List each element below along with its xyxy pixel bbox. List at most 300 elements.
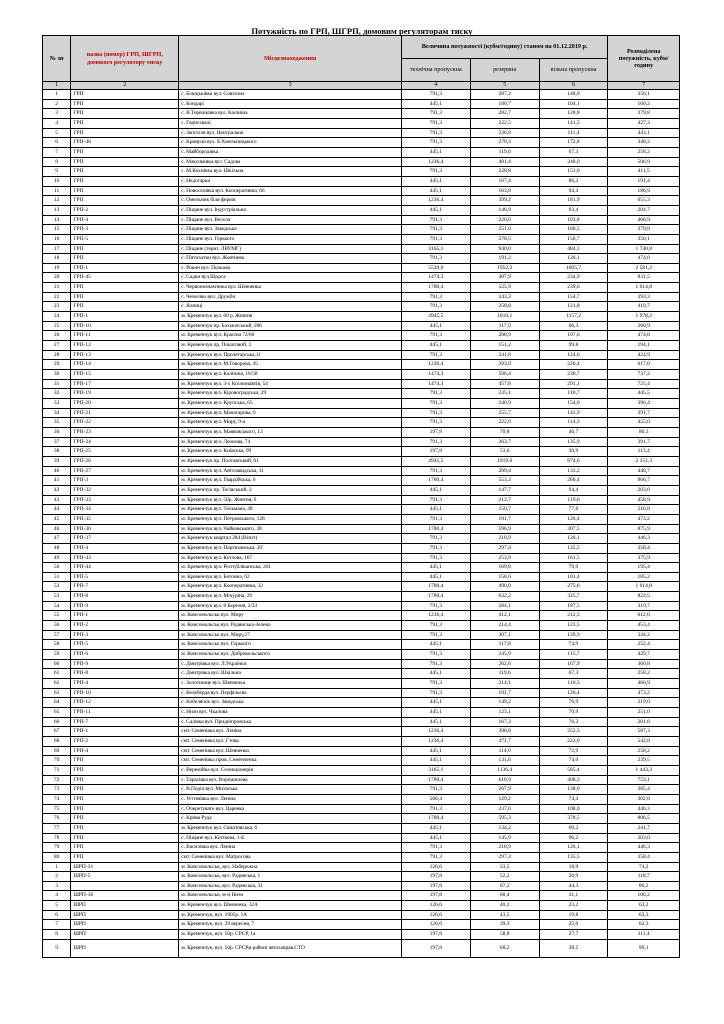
row-number: 6 (43, 910, 71, 920)
distributed-capacity: 258,2 (608, 746, 680, 756)
distributed-capacity: 391,7 (608, 437, 680, 447)
technical-capacity: 445,1 (401, 698, 470, 708)
free-capacity: 72,9 (539, 746, 608, 756)
distributed-capacity: 410,7 (608, 302, 680, 312)
technical-capacity: 197,8 (401, 427, 470, 437)
free-capacity: 408,3 (539, 775, 608, 785)
station-location: смт. Семенівка вул. Матросова (179, 852, 402, 862)
row-number: 53 (43, 592, 71, 602)
row-number: 59 (43, 650, 71, 660)
station-name: ГРП-19 (71, 389, 179, 399)
reserve-capacity: 119,6 (470, 669, 539, 679)
reserve-capacity: 145,9 (470, 833, 539, 843)
reserve-capacity: 595,3 (470, 814, 539, 824)
free-capacity: 1005,7 (539, 263, 608, 273)
row-number: 22 (43, 292, 71, 302)
reserve-capacity: 1919,6 (470, 456, 539, 466)
distributed-capacity: 241,7 (608, 823, 680, 833)
distributed-capacity: 655,3 (608, 196, 680, 206)
station-location: с. Золотнище вул. Шевченка (179, 679, 402, 689)
row-number: 3 (43, 109, 71, 119)
reserve-capacity: 134,2 (470, 823, 539, 833)
station-name: ГРП-43 (71, 553, 179, 563)
table-row (43, 399, 680, 409)
technical-capacity: 445,1 (401, 147, 470, 157)
reserve-capacity: 163,8 (470, 186, 539, 196)
station-name: ШРП (71, 939, 179, 957)
header-technical: технічна пропускна (401, 59, 470, 82)
station-name: ГРП (71, 756, 179, 766)
document-title: Потужність по ГРП, ШГРП, домовим регуляторам тиску (251, 26, 473, 36)
technical-capacity: 791,3 (401, 399, 470, 409)
station-location: с. П'ятихатки вул. Жовтнева (179, 254, 402, 264)
station-name: ГРП-8 (71, 592, 179, 602)
station-location: с. Горисхвалі (179, 118, 402, 128)
technical-capacity: 791,3 (401, 785, 470, 795)
reserve-capacity: 237,0 (470, 804, 539, 814)
column-number: 1 (43, 82, 71, 90)
free-capacity: 128,8 (539, 109, 608, 119)
row-number: 30 (43, 370, 71, 380)
distributed-capacity: 360,8 (608, 659, 680, 669)
row-number: 63 (43, 688, 71, 698)
row-number: 4 (43, 891, 71, 901)
free-capacity: 101,4 (539, 572, 608, 582)
reserve-capacity: 212,7 (470, 495, 539, 505)
table-row (43, 331, 680, 341)
reserve-capacity: 240,9 (470, 399, 539, 409)
table-row (43, 147, 680, 157)
free-capacity: 70,9 (539, 708, 608, 718)
row-number: 18 (43, 254, 71, 264)
free-capacity: 74,0 (539, 756, 608, 766)
station-name: ГРП (71, 128, 179, 138)
table-row (43, 118, 680, 128)
row-number: 35 (43, 418, 71, 428)
station-name: ГРП (71, 292, 179, 302)
table-row (43, 650, 680, 660)
reserve-capacity: 228,8 (470, 167, 539, 177)
distributed-capacity: 466,9 (608, 215, 680, 225)
technical-capacity: 791,3 (401, 215, 470, 225)
reserve-capacity: 284,1 (470, 601, 539, 611)
station-location: м. Кременчук вул. Тельмана, 48 (179, 505, 402, 515)
station-name: ГРП-4 (71, 746, 179, 756)
row-number: 80 (43, 852, 71, 862)
station-location: с. В.Поділ вул. Михаська (179, 785, 402, 795)
technical-capacity: 791,3 (401, 234, 470, 244)
free-capacity: 44,3 (539, 881, 608, 891)
distributed-capacity: 396,4 (608, 399, 680, 409)
station-location: с. Омельник біля ферми (179, 196, 402, 206)
free-capacity: 67,3 (539, 669, 608, 679)
table-row (43, 891, 680, 901)
free-capacity: 96,2 (539, 833, 608, 843)
station-location: м. Кременчук вул. Партизанська, 20 (179, 543, 402, 553)
station-location: м. Кременчук пр. Тесівський, 2 (179, 485, 402, 495)
distributed-capacity: 737,2 (608, 370, 680, 380)
reserve-capacity: 60,2 (470, 939, 539, 957)
table-row (43, 601, 680, 611)
technical-capacity: 197,8 (401, 930, 470, 940)
reserve-capacity: 67,2 (470, 881, 539, 891)
free-capacity: 230,7 (539, 370, 608, 380)
distributed-capacity: 822,5 (608, 592, 680, 602)
table-row (43, 514, 680, 524)
technical-capacity: 1474,3 (401, 370, 470, 380)
station-name: ГРП-7 (71, 582, 179, 592)
reserve-capacity: 262,6 (470, 659, 539, 669)
column-number: 7 (608, 82, 680, 90)
station-location: м. Кременчук вул. Свіштовська, 6 (179, 823, 402, 833)
free-capacity: 1157,2 (539, 312, 608, 322)
table-row (43, 524, 680, 534)
reserve-capacity: 70,8 (470, 427, 539, 437)
station-name: ГРП-3 (71, 476, 179, 486)
station-name: ГРП (71, 794, 179, 804)
row-number: 32 (43, 389, 71, 399)
distributed-capacity: 474,0 (608, 254, 680, 264)
reserve-capacity: 940,0 (470, 244, 539, 254)
distributed-capacity: 424,9 (608, 350, 680, 360)
distributed-capacity: 1 740,8 (608, 244, 680, 254)
station-name: ГРП-1 (71, 727, 179, 737)
reserve-capacity: 263,7 (470, 437, 539, 447)
row-number: 44 (43, 505, 71, 515)
station-location: с. Новоселівка вул. Кооперативна, 66 (179, 186, 402, 196)
reserve-capacity: 258,8 (470, 302, 539, 312)
distributed-capacity: 966,7 (608, 476, 680, 486)
technical-capacity: 126,6 (401, 901, 470, 911)
row-number: 61 (43, 669, 71, 679)
free-capacity: 30,9 (539, 447, 608, 457)
station-location: м. Кременчук вул. Бетонна, 62 (179, 572, 402, 582)
free-capacity: 114,3 (539, 418, 608, 428)
station-name: ГРП (71, 852, 179, 862)
station-name: ГРП-2 (71, 736, 179, 746)
station-location: м. Кременчук вул. 8 Березня, 2/33 (179, 601, 402, 611)
reserve-capacity: 297,4 (470, 852, 539, 862)
station-location: м. Кременчук вул. Манагарова, 9 (179, 408, 402, 418)
station-name: ГРП-45 (71, 273, 179, 283)
reserve-capacity: 119,6 (470, 147, 539, 157)
technical-capacity: 1780,4 (401, 283, 470, 293)
free-capacity: 161,5 (539, 553, 608, 563)
reserve-capacity: 481,4 (470, 157, 539, 167)
distributed-capacity: 201,6 (608, 717, 680, 727)
table-row (43, 408, 680, 418)
station-name: ШРП-5 (71, 872, 179, 882)
row-number: 52 (43, 582, 71, 592)
station-location: м. Кременчук квартал 284 (Візит) (179, 534, 402, 544)
free-capacity: 99,8 (539, 341, 608, 351)
technical-capacity: 445,1 (401, 205, 470, 215)
distributed-capacity: 446,3 (608, 804, 680, 814)
row-number: 28 (43, 350, 71, 360)
station-location: м. Кременчук вул. Чайковського, 38 (179, 524, 402, 534)
reserve-capacity: 58,8 (470, 930, 539, 940)
technical-capacity: 445,1 (401, 746, 470, 756)
distributed-capacity: 251,0 (608, 708, 680, 718)
distributed-capacity: 1 978,2 (608, 312, 680, 322)
row-number: 37 (43, 437, 71, 447)
table-row (43, 756, 680, 766)
station-location: с. Недогарки (179, 176, 402, 186)
reserve-capacity: 525,9 (470, 283, 539, 293)
distributed-capacity: 1 443,3 (608, 765, 680, 775)
row-number: 33 (43, 399, 71, 409)
reserve-capacity: 245,9 (470, 650, 539, 660)
table-row (43, 563, 680, 573)
distributed-capacity: 753,1 (608, 775, 680, 785)
reserve-capacity: 222,5 (470, 118, 539, 128)
distributed-capacity: 458,9 (608, 495, 680, 505)
reserve-capacity: 297,4 (470, 543, 539, 553)
free-capacity: 126,1 (539, 843, 608, 853)
row-number: 24 (43, 312, 71, 322)
station-location: м. Кременчук вул. Миру, 9-а (179, 418, 402, 428)
station-location: м. Кременчук, вул. 29 вересня, 7 (179, 920, 402, 930)
free-capacity: 126,1 (539, 254, 608, 264)
free-capacity: 46,7 (539, 427, 608, 437)
reserve-capacity: 255,7 (470, 408, 539, 418)
free-capacity: 115,7 (539, 650, 608, 660)
station-name: ГРП-7 (71, 717, 179, 727)
free-capacity: 111,4 (539, 128, 608, 138)
table-row (43, 814, 680, 824)
station-name: ГРП (71, 196, 179, 206)
reserve-capacity: 251,0 (470, 225, 539, 235)
technical-capacity: 791,3 (401, 437, 470, 447)
table-row (43, 99, 680, 109)
technical-capacity: 791,3 (401, 128, 470, 138)
free-capacity: 484,3 (539, 244, 608, 254)
table-row (43, 881, 680, 891)
station-name: ШРП (71, 910, 179, 920)
technical-capacity: 1780,4 (401, 814, 470, 824)
distributed-capacity: 239,5 (608, 756, 680, 766)
row-number: 60 (43, 659, 71, 669)
free-capacity: 38,5 (539, 939, 608, 957)
distributed-capacity: 474,8 (608, 331, 680, 341)
table-row (43, 283, 680, 293)
distributed-capacity: 348,2 (608, 138, 680, 148)
station-name: ГРП-4 (71, 215, 179, 225)
reserve-capacity: 236,8 (470, 128, 539, 138)
reserve-capacity: 218,9 (470, 534, 539, 544)
table-row (43, 708, 680, 718)
station-name: ГРП-33 (71, 495, 179, 505)
station-location: с. Низи вул. Чкалова (179, 708, 402, 718)
station-name: ГРП-12 (71, 698, 179, 708)
row-number: 74 (43, 794, 71, 804)
table-row (43, 186, 680, 196)
station-location: м. Кременчук вул. Калініна, 16/58 (179, 370, 402, 380)
station-location: м. Кременчук вул. М.Говорова, 45 (179, 360, 402, 370)
table-row (43, 456, 680, 466)
technical-capacity: 1780,4 (401, 582, 470, 592)
table-row (43, 669, 680, 679)
table-row (43, 910, 680, 920)
distributed-capacity: 260,9 (608, 321, 680, 331)
table-row (43, 418, 680, 428)
table-row (43, 196, 680, 206)
table-row (43, 447, 680, 457)
row-number: 27 (43, 341, 71, 351)
distributed-capacity: 111,4 (608, 930, 680, 940)
column-number: 5 (470, 82, 539, 90)
table-row (43, 167, 680, 177)
free-capacity: 275,6 (539, 582, 608, 592)
free-capacity: 121,8 (539, 302, 608, 312)
row-number: 43 (43, 495, 71, 505)
free-capacity: 69,2 (539, 823, 608, 833)
station-location: м. Комсомольськ, вул. Радянська, 31 (179, 881, 402, 891)
technical-capacity: 445,1 (401, 341, 470, 351)
free-capacity: 66,3 (539, 321, 608, 331)
header-distributed: Розподілена потужність, кубм/годину (608, 36, 680, 82)
station-name: ГРП-27 (71, 466, 179, 476)
station-name: ГРП-15 (71, 370, 179, 380)
free-capacity: 126,4 (539, 514, 608, 524)
technical-capacity: 126,6 (401, 920, 470, 930)
technical-capacity: 791,3 (401, 688, 470, 698)
table-row (43, 321, 680, 331)
distributed-capacity: 379,8 (608, 109, 680, 119)
reserve-capacity: 214,4 (470, 621, 539, 631)
table-row (43, 466, 680, 476)
station-location: смт. Семенівка вул. Шевченка (179, 746, 402, 756)
table-row (43, 128, 680, 138)
station-location: м. Кременчук вул. Гвардійська, 6 (179, 476, 402, 486)
station-location: м. Комсомольськ, вул. Радянська, 1 (179, 872, 402, 882)
station-name: ГРП-20 (71, 399, 179, 409)
technical-capacity: 1236,4 (401, 736, 470, 746)
station-name: ГРП-25 (71, 447, 179, 457)
header-location: Місцезнаходження (179, 36, 402, 82)
table-row (43, 872, 680, 882)
column-number: 4 (401, 82, 470, 90)
distributed-capacity: 617,0 (608, 360, 680, 370)
technical-capacity: 791,3 (401, 621, 470, 631)
table-row (43, 920, 680, 930)
reserve-capacity: 214,1 (470, 679, 539, 689)
free-capacity: 138,0 (539, 785, 608, 795)
table-row (43, 823, 680, 833)
station-location: смт. Семенівка пров. Семенченка (179, 756, 402, 766)
table-row (43, 679, 680, 689)
free-capacity: 154,0 (539, 399, 608, 409)
technical-capacity: 445,1 (401, 186, 470, 196)
table-row (43, 312, 680, 322)
reserve-capacity: 287,2 (470, 90, 539, 100)
station-name: ГРП-9 (71, 659, 179, 669)
row-number: 39 (43, 456, 71, 466)
station-location: м. Кременчук вул. Кооперативна, 32 (179, 582, 402, 592)
reserve-capacity: 396,8 (470, 727, 539, 737)
table-row (43, 254, 680, 264)
station-name: ГРП-2 (71, 621, 179, 631)
row-number: 12 (43, 196, 71, 206)
station-location: м. Кременчук вул. Крупська, 65 (179, 399, 402, 409)
station-name: ГРП (71, 804, 179, 814)
technical-capacity: 791,3 (401, 495, 470, 505)
row-number: 1 (43, 90, 71, 100)
technical-capacity: 1236,4 (401, 727, 470, 737)
row-number: 50 (43, 563, 71, 573)
distributed-capacity: 80,3 (608, 427, 680, 437)
free-capacity: 74,9 (539, 640, 608, 650)
station-location: м. Комсомольськ, м-н Низи (179, 891, 402, 901)
distributed-capacity: 831,5 (608, 273, 680, 283)
station-location: м. Кременчук, вул. 50р. СРСР,в районі автозаправ.СТО (179, 939, 402, 957)
table-row (43, 379, 680, 389)
distributed-capacity: 113,4 (608, 447, 680, 457)
header-reserve: резервна (470, 59, 539, 82)
free-capacity: 226,4 (539, 360, 608, 370)
row-number: 17 (43, 244, 71, 254)
station-location: м. Кременчук вул. Шевченка, 32А (179, 901, 402, 911)
technical-capacity: 791,3 (401, 543, 470, 553)
column-number: 2 (71, 82, 179, 90)
technical-capacity: 445,1 (401, 669, 470, 679)
free-capacity: 18,9 (539, 862, 608, 872)
station-location: с. Максимівка вул. Садова (179, 157, 402, 167)
station-location: м. Кременчук вул. Красіна 72/60 (179, 331, 402, 341)
table-row (43, 727, 680, 737)
station-location: с. Кривуші вул. Б.Хмельницького (179, 138, 402, 148)
row-number: 11 (43, 186, 71, 196)
station-name: ГРП-22 (71, 418, 179, 428)
station-location: с. Ялинці (179, 302, 402, 312)
station-name: ГРП-44 (71, 563, 179, 573)
free-capacity: 135,5 (539, 852, 608, 862)
reserve-capacity: 52,2 (470, 872, 539, 882)
technical-capacity: 3165,1 (401, 765, 470, 775)
station-name: ГРП (71, 186, 179, 196)
station-name: ГРП-37 (71, 534, 179, 544)
distributed-capacity: 385,4 (608, 785, 680, 795)
technical-capacity: 197,8 (401, 891, 470, 901)
station-name: ГРП-12 (71, 341, 179, 351)
distributed-capacity: 448,7 (608, 466, 680, 476)
distributed-capacity: 106,2 (608, 891, 680, 901)
reserve-capacity: 553,3 (470, 476, 539, 486)
technical-capacity: 126,6 (401, 862, 470, 872)
distributed-capacity: 195,4 (608, 563, 680, 573)
table-header (43, 36, 680, 82)
reserve-capacity: 114,0 (470, 746, 539, 756)
row-number: 73 (43, 785, 71, 795)
technical-capacity: 126,6 (401, 910, 470, 920)
distributed-capacity: 252,4 (608, 640, 680, 650)
technical-capacity: 445,1 (401, 485, 470, 495)
reserve-capacity: 167,4 (470, 176, 539, 186)
row-number: 3 (43, 881, 71, 891)
technical-capacity: 791,3 (401, 90, 470, 100)
free-capacity: 307,5 (539, 524, 608, 534)
table-row (43, 843, 680, 853)
reserve-capacity: 407,9 (470, 273, 539, 283)
reserve-capacity: 60,4 (470, 891, 539, 901)
free-capacity: 110,3 (539, 679, 608, 689)
station-location: м. Кременчук вул. Маяковського, 13 (179, 427, 402, 437)
free-capacity: 148,0 (539, 90, 608, 100)
distributed-capacity: 2 151,3 (608, 456, 680, 466)
free-capacity: 119,6 (539, 495, 608, 505)
distributed-capacity: 160,2 (608, 99, 680, 109)
station-name: ГРП-5 (71, 640, 179, 650)
